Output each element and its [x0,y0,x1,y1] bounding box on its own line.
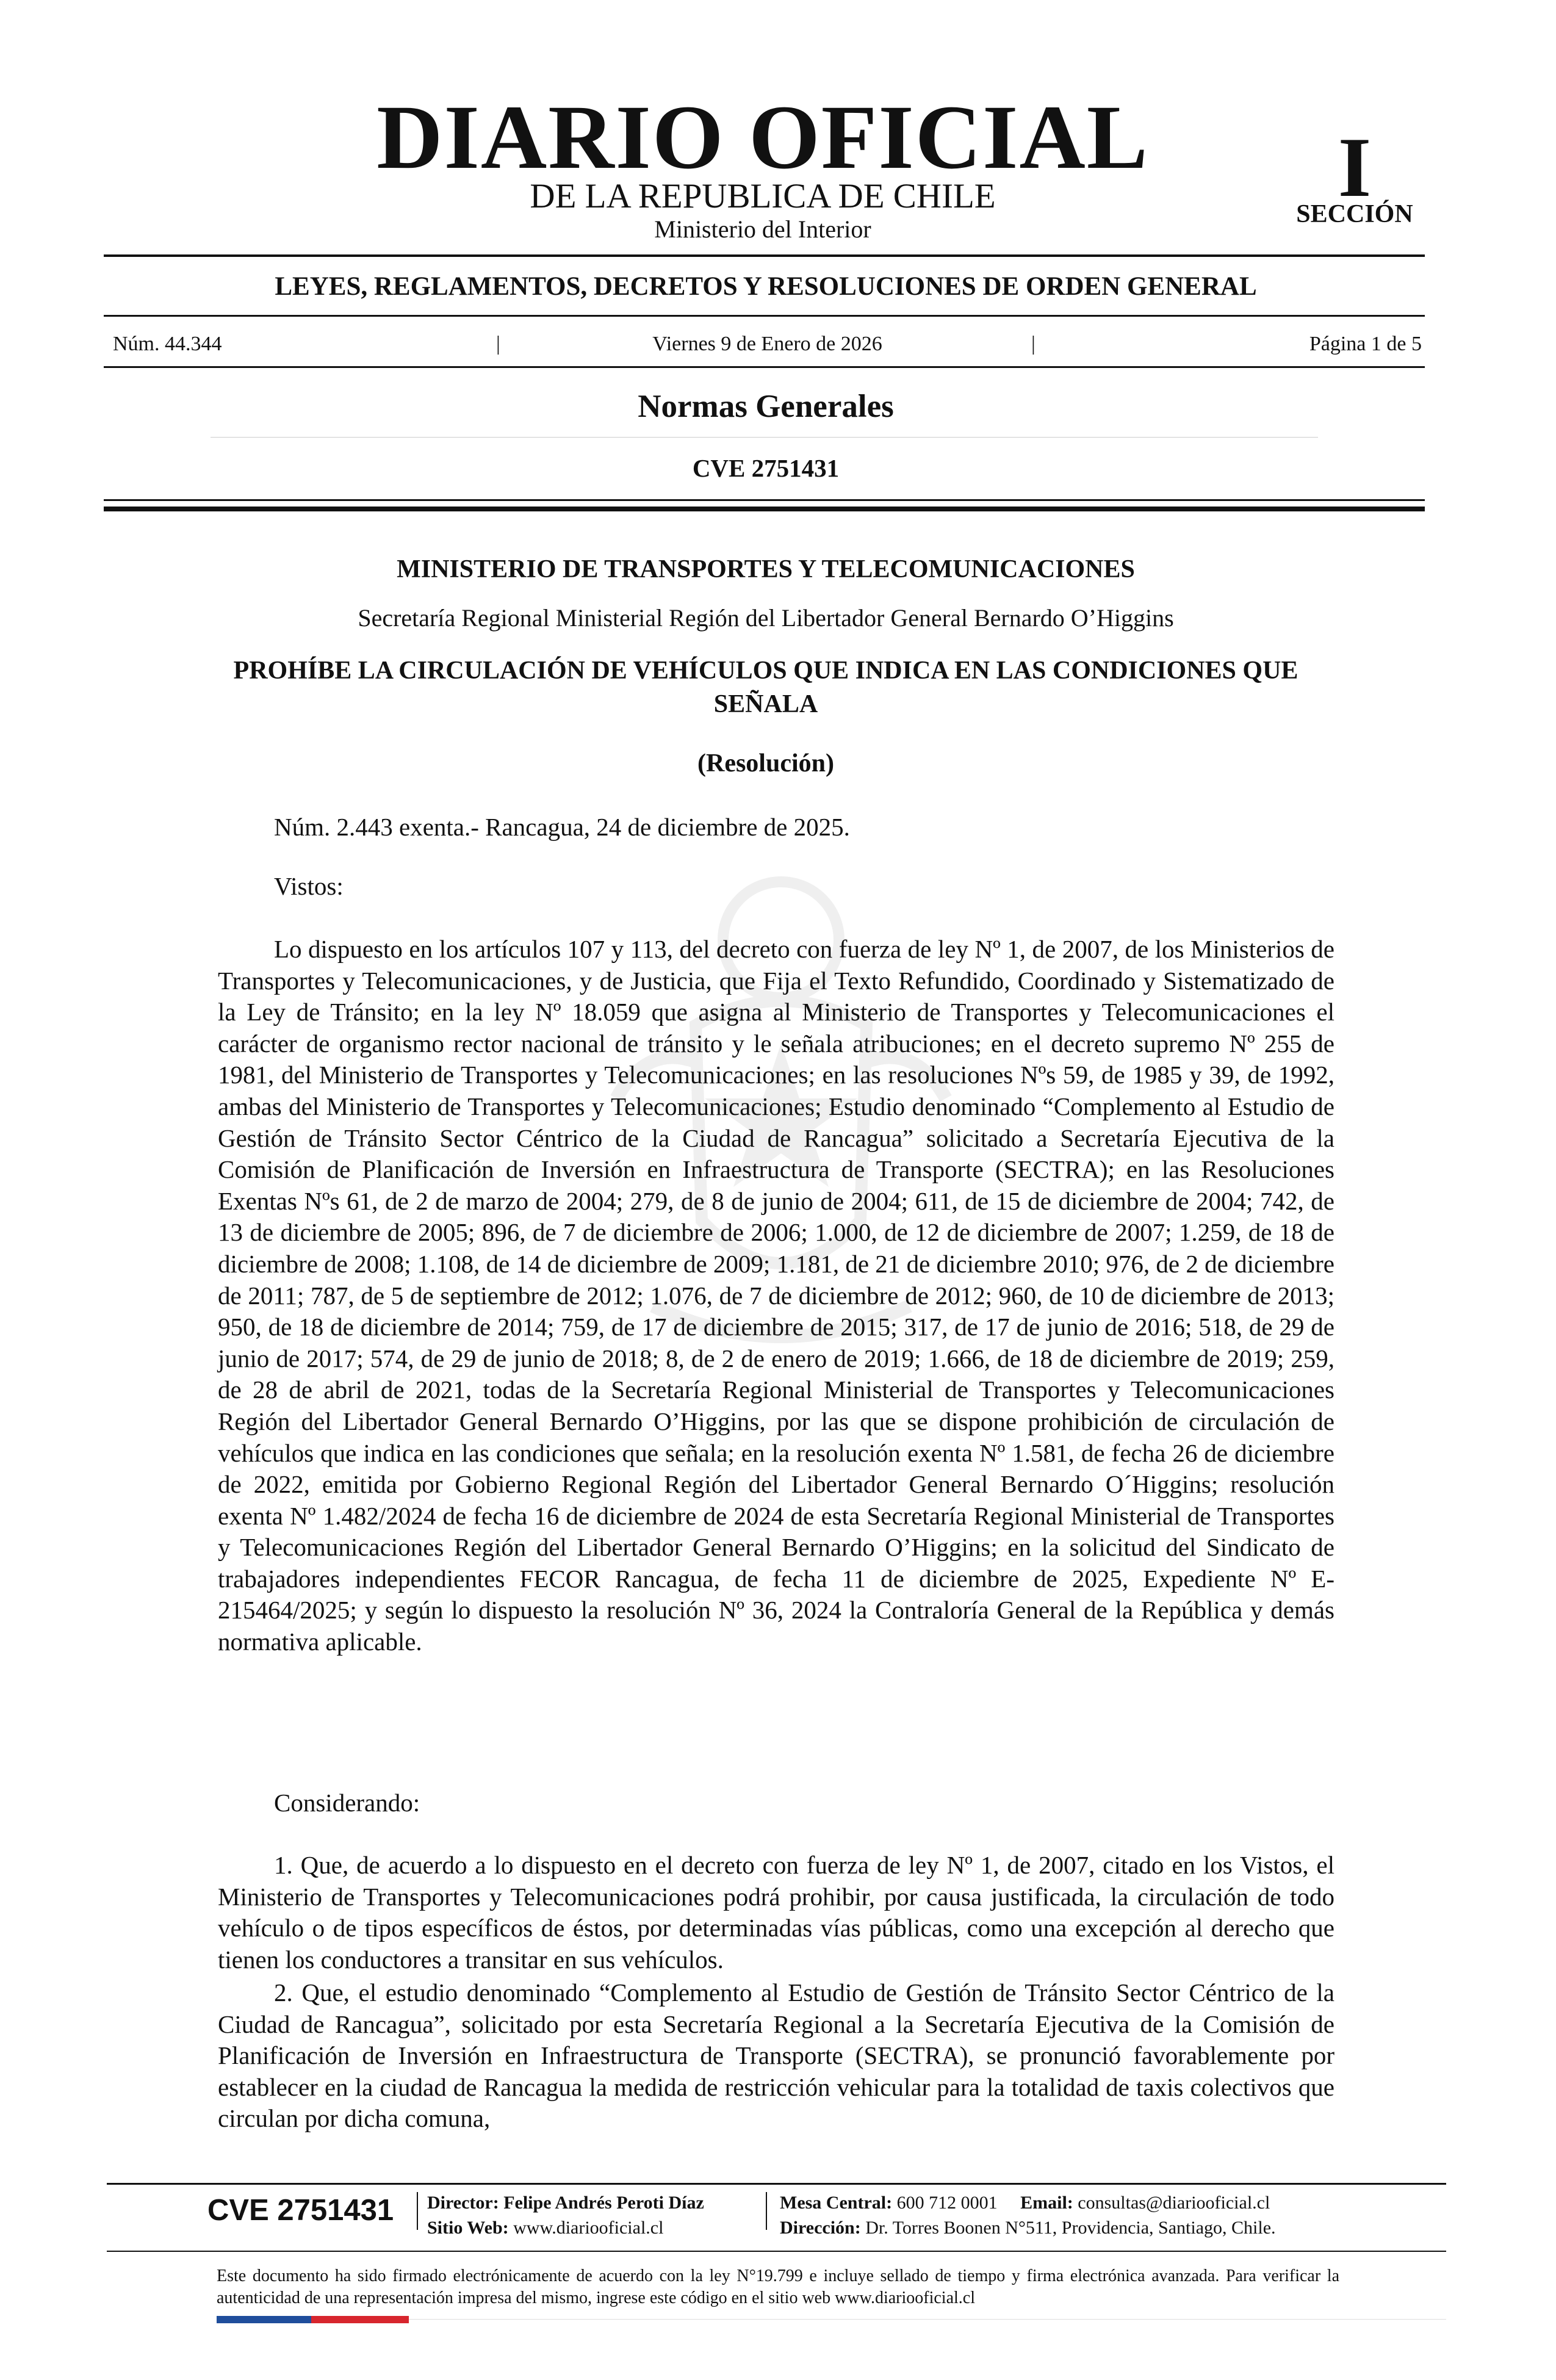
section-number: I [1338,120,1372,215]
header-rule-double-1 [104,499,1425,501]
flag-bar-blue [217,2316,311,2323]
footer-address [780,2219,1276,2237]
section-heading-rule [211,437,1318,438]
signature-disclaimer: Este documento ha sido firmado electrónicamente de acuerdo con la ley N°19.799 e incluye sellado de tiempo y firma electrónica avanzada. Para verificar la autenticidad de una representación impresa del mismo, ingrese este código en el sitio web www.diariooficial.cl [217,2266,1339,2307]
flag-bar-line [409,2319,1446,2320]
issue-bar [113,334,1422,358]
secretaria-heading: Secretaría Regional Ministerial Región del Libertador General Bernardo O’Higgins [358,604,1174,632]
phone-number: 600 712 0001 [896,2193,998,2213]
footer-cve: CVE 2751431 [207,2194,394,2227]
cve-code: CVE 2751431 [692,454,840,482]
flag-bar-red [311,2316,409,2323]
footer-director [427,2194,704,2212]
vistos-paragraph: Lo dispuesto en los artículos 107 y 113, del decreto con fuerza de ley Nº 1, de 2007, de los Ministerios de Transportes y Telecomunicaciones, y de Justicia, que Fija el Texto Refundido, Coordinado y Sistematizado de la Ley de Tránsito; en la ley Nº 18.059 que asigna al Ministerio de Transportes y Telecomunicaciones el carácter de organismo rector nacional de tránsito y le señala atribuciones; en el decreto supremo Nº 255 de 1981, del Ministerio de Transportes y Telecomunicaciones; en las resoluciones Nºs 59, de 1985 y 39, de 1992, ambas del Ministerio de Transportes y Telecomunicaciones; Estudio denominado “Complemento al Estudio de Gestión de Tránsito Sector Céntrico de la Ciudad de Rancagua” solicitado a Secretaría Ejecutiva de la Comisión de Planificación de Inversión en Infraestructura de Transporte (SECTRA); en las Resoluciones Exentas Nºs 61, de 2 de marzo de 2004; 279, de 8 de junio de 2004; 611, de 15 de diciembre de 2004; 742, de 13 de diciembre de 2005; 896, de 7 de diciembre de 2006; 1.000, de 12 de diciembre de 2007; 1.259, de 18 de diciembre de 2008; 1.108, de 14 de diciembre de 2009; 1.181, de 21 de diciembre 2010; 976, de 2 de diciembre de 2011; 787, de 5 de septiembre de 2012; 1.076, de 7 de diciembre de 2012; 960, de 10 de diciembre de 2013; 950, de 18 de diciembre de 2014; 759, de 17 de diciembre de 2015; 317, de 17 de junio de 2016; 518, de 29 de junio de 2017; 574, de 29 de junio de 2018; 8, de 2 de enero de 2019; 1.666, de 18 de diciembre de 2019; 259, de 28 de abril de 2021, todas de la Secretaría Regional Ministerial de Transportes y Telecomunicaciones Región del Libertador General Bernardo O’Higgins, por las que se dispone prohibición de circulación de vehículos que indica en las condiciones que señala; en la resolución exenta Nº 1.581, de fecha 26 de diciembre de 2022, emitida por Gobierno Regional Región del Libertador General Bernardo O´Higgins; resolución exenta Nº 1.482/2024 de fecha 16 de diciembre de 2024 de esta Secretaría Regional Ministerial de Transportes y Telecomunicaciones Región del Libertador General Bernardo O’Higgins; en la solicitud del Sindicato de trabajadores independientes FECOR Rancagua, de fecha 11 de diciembre de 2025, Expediente Nº E-215464/2025; y según lo dispuesto la resolución Nº 36, 2024 la Contraloría General de la República y demás normativa aplicable. [218,935,1334,1656]
considerando-heading: Considerando: [274,1789,420,1817]
issue-separator: | [496,333,500,355]
category-heading: LEYES, REGLAMENTOS, DECRETOS Y RESOLUCIONES DE ORDEN GENERAL [275,272,1257,301]
footer-divider [766,2192,767,2230]
ministry-heading: MINISTERIO DE TRANSPORTES Y TELECOMUNICACIONES [397,555,1135,583]
director-label: Director: [427,2193,499,2213]
address-text: Dr. Torres Boonen N°511, Providencia, Santiago, Chile. [865,2218,1276,2238]
footer-rule-bottom [107,2251,1446,2252]
address-label: Dirección: [780,2218,861,2238]
footer-contact [780,2194,1270,2212]
considerando-paragraph-1: 1. Que, de acuerdo a lo dispuesto en el decreto con fuerza de ley Nº 1, de 2007, citado en los Vistos, el Ministerio de Transportes y Telecomunicaciones podrá prohibir, por causa justificada, la circulación de todo vehículo o de tipos específicos de éstos, por determinadas vías públicas, como una excepción al derecho que tienen los conductores a transitar en sus vehículos. [218,1851,1334,1974]
header-rule-issue [104,366,1425,368]
director-name: Felipe Andrés Peroti Díaz [503,2193,704,2213]
issue-separator: | [1031,333,1036,355]
email-label: Email: [1020,2193,1073,2213]
issue-date: Viernes 9 de Enero de 2026 [652,333,882,355]
footer-divider [417,2192,418,2230]
considerando-paragraph-2: 2. Que, el estudio denominado “Complemento al Estudio de Gestión de Tránsito Sector Céntrico de la Ciudad de Rancagua”, solicitado por esta Secretaría Regional a la Secretaría Ejecutiva de la Comisión de Planificación de Inversión en Infraestructura de Transporte (SECTRA), se pronunció favorablemente por establecer en la ciudad de Rancagua la medida de restricción vehicular para la totalidad de taxis colectivos que circulan por dicha comuna, [218,1978,1334,2133]
masthead-ministry: Ministerio del Interior [654,215,871,243]
section-label: SECCIÓN [1296,200,1413,228]
resolution-number: Núm. 2.443 exenta.- Rancagua, 24 de diciembre de 2025. [274,813,850,841]
email-link[interactable]: consultas@diariooficial.cl [1078,2193,1270,2213]
phone-label: Mesa Central: [780,2193,893,2213]
website-link[interactable]: www.diariooficial.cl [513,2218,664,2238]
masthead-subtitle: DE LA REPUBLICA DE CHILE [530,177,996,215]
footer-website [427,2219,663,2237]
header-rule-category [104,315,1425,317]
issue-page: Página 1 de 5 [1309,333,1422,355]
footer-rule-top [107,2183,1446,2185]
issue-number: Núm. 44.344 [113,333,222,355]
section-heading: Normas Generales [638,389,894,424]
header-rule-double-2 [104,507,1425,511]
header-rule-top [104,254,1425,257]
document-title: PROHÍBE LA CIRCULACIÓN DE VEHÍCULOS QUE INDICA EN LAS CONDICIONES QUE SEÑALA [233,657,1298,718]
masthead-title: DIARIO OFICIAL [376,87,1149,188]
vistos-heading: Vistos: [274,872,344,900]
document-type: (Resolución) [697,749,834,777]
website-label: Sitio Web: [427,2218,509,2238]
